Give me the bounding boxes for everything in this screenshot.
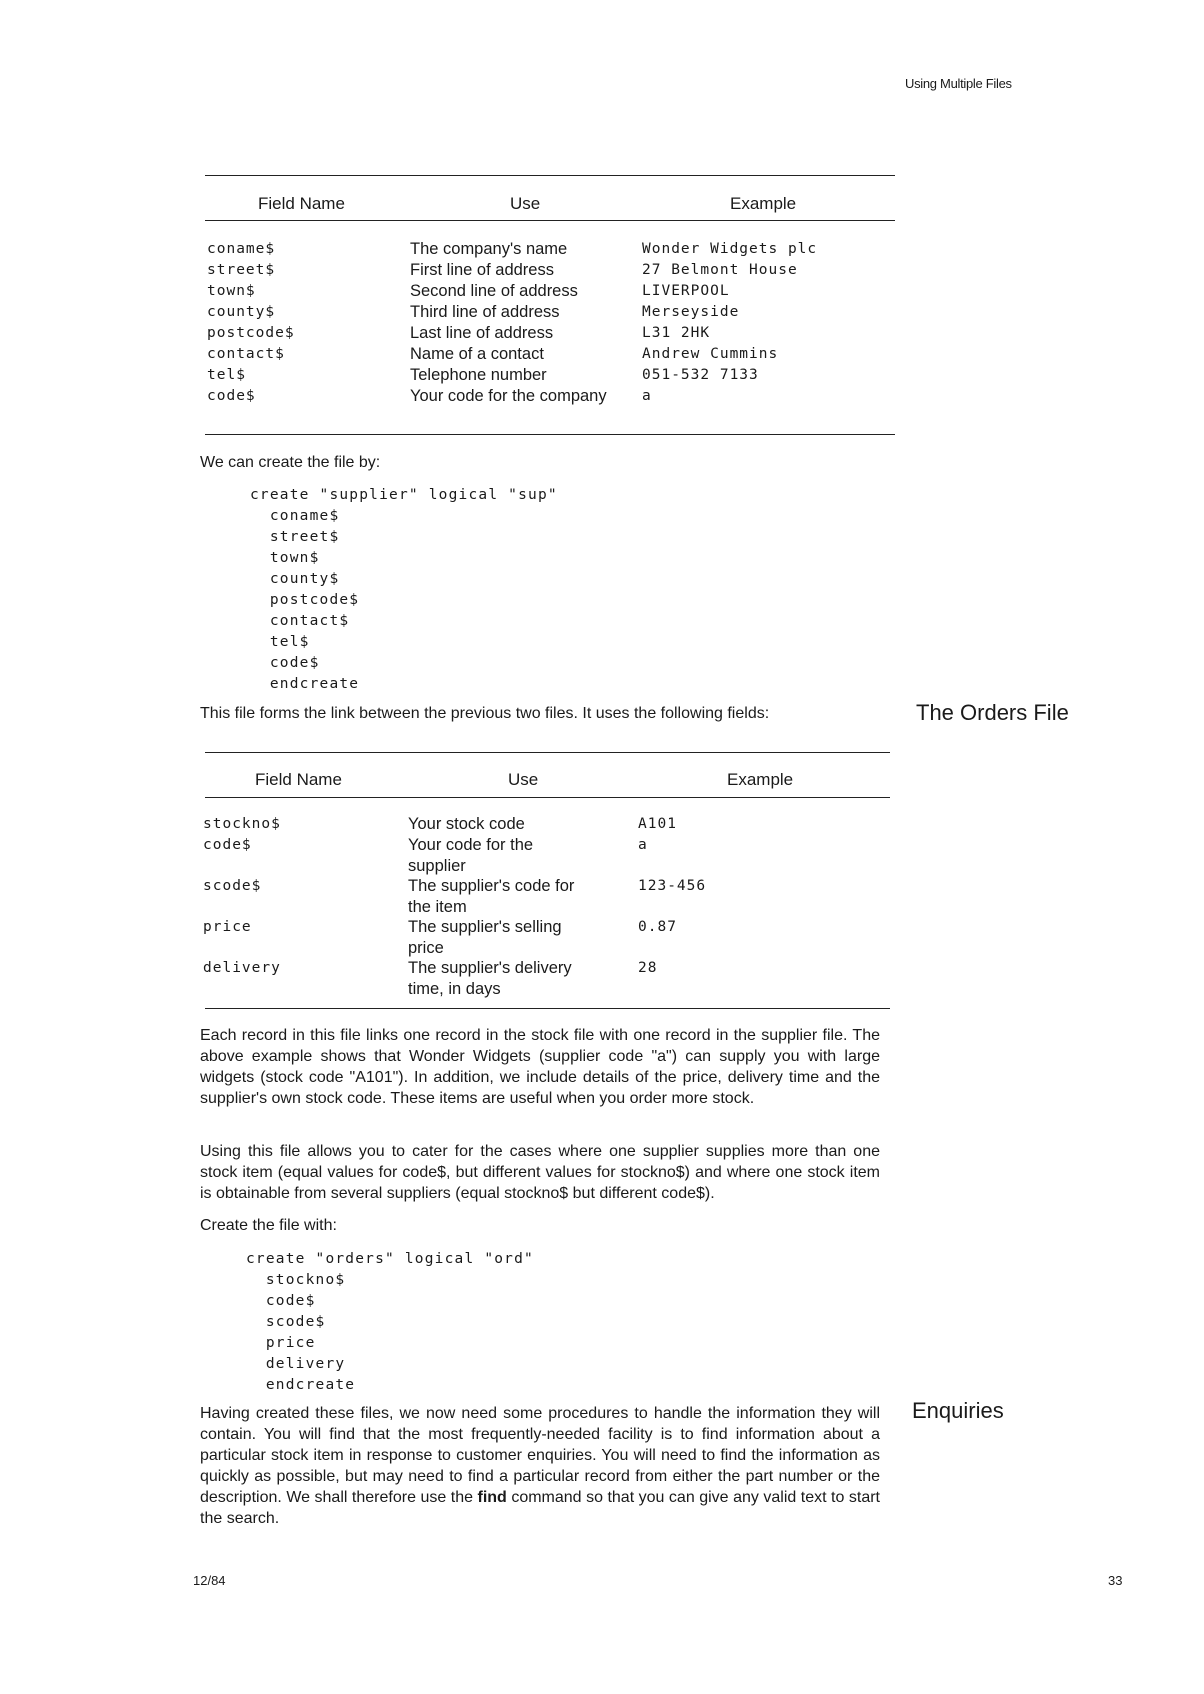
column-header-field-name: Field Name [255,770,342,789]
field-name-cell: county$ [207,304,276,320]
field-name-cell: scode$ [203,878,262,894]
field-name-cell: code$ [207,388,256,404]
create-orders-code: create "orders" logical "ord" stockno$ code$ scode$ price delivery endcreate [246,1251,534,1393]
use-cell: Your code for the supplier [408,836,534,875]
use-cell: Your stock code [408,815,525,833]
create-supplier-code: create "supplier" logical "sup" coname$ street$ town$ county$ postcode$ contact$ tel$ code$ endcreate [250,487,558,692]
table-top-rule [205,175,895,176]
use-cell: The supplier's code for the item [408,877,575,916]
column-header-field-name: Field Name [258,194,345,213]
create-orders-intro: Create the file with: [200,1217,337,1234]
running-header: Using Multiple Files [905,76,1012,91]
example-cell: LIVERPOOL [642,283,730,299]
field-name-cell: price [203,919,252,935]
example-cell: a [642,388,652,404]
footer-date: 12/84 [193,1573,226,1588]
field-name-cell: street$ [207,262,276,278]
example-cell: Merseyside [642,304,740,320]
example-cell: Wonder Widgets plc [642,241,818,257]
table-top-rule [205,752,890,753]
use-cell: Last line of address [410,324,554,342]
field-name-cell: tel$ [207,367,246,383]
field-name-cell: stockno$ [203,816,281,832]
use-cell: First line of address [410,261,554,279]
column-header-example: Example [730,194,797,213]
use-cell: The supplier's delivery time, in days [408,959,572,998]
column-header-use: Use [508,770,539,789]
paragraph-using-file: Using this file allows you to cater for the cases where one supplier supplies more than one stock item (equal values for code$, but different values for stockno$) and where one stock item is obtainable from several suppliers (equal stockno$ but different code$). [200,1143,880,1202]
table-header-rule [205,797,890,798]
section-heading-orders-file: The Orders File [916,700,1069,725]
use-cell: Third line of address [410,303,560,321]
example-cell: 051-532 7133 [642,367,759,383]
table-bottom-rule [205,1008,890,1009]
example-cell: a [638,837,648,853]
create-supplier-intro: We can create the file by: [200,454,381,471]
example-cell: 28 [638,960,658,976]
field-name-cell: delivery [203,960,281,976]
use-cell: The supplier's selling price [408,918,562,957]
example-cell: Andrew Cummins [642,346,779,362]
find-command-keyword: find [477,1489,507,1506]
example-cell: L31 2HK [642,325,711,341]
field-name-cell: contact$ [207,346,285,362]
example-cell: 0.87 [638,919,677,935]
column-header-example: Example [727,770,794,789]
use-cell: Telephone number [410,366,547,384]
field-name-cell: town$ [207,283,256,299]
use-cell: Name of a contact [410,345,544,363]
table-bottom-rule [205,434,895,435]
page-number: 33 [1108,1573,1123,1588]
example-cell: A101 [638,816,677,832]
field-name-cell: coname$ [207,241,276,257]
example-cell: 27 Belmont House [642,262,798,278]
table-header-rule [205,220,895,221]
column-header-use: Use [510,194,541,213]
paragraph-each-record: Each record in this file links one record in the stock file with one record in the supplier file. The above example shows that Wonder Widgets (supplier code "a") can supply you with large widgets (stock code "A101"). In addition, we include details of the price, delivery time and the supplier's own stock code. These items are useful when you order more stock. [200,1027,880,1107]
section-heading-enquiries: Enquiries [912,1398,1004,1423]
field-name-cell: postcode$ [207,325,295,341]
use-cell: The company's name [410,240,568,258]
paragraph-enquiries: Having created these files, we now need some procedures to handle the information they will contain. You will find that the most frequently-needed facility is to find information about a particular stock item in response to customer enquiries. You will need to find the information as quickly as possible, but may need to find a particular record from either the part number or the description. We shall therefore use the find command so that you can give any valid text to start the search. [200,1405,881,1527]
use-cell: Your code for the company [410,387,607,405]
orders-intro: This file forms the link between the previous two files. It uses the following fields: [200,705,770,722]
field-name-cell: code$ [203,837,252,853]
example-cell: 123-456 [638,878,707,894]
use-cell: Second line of address [410,282,578,300]
